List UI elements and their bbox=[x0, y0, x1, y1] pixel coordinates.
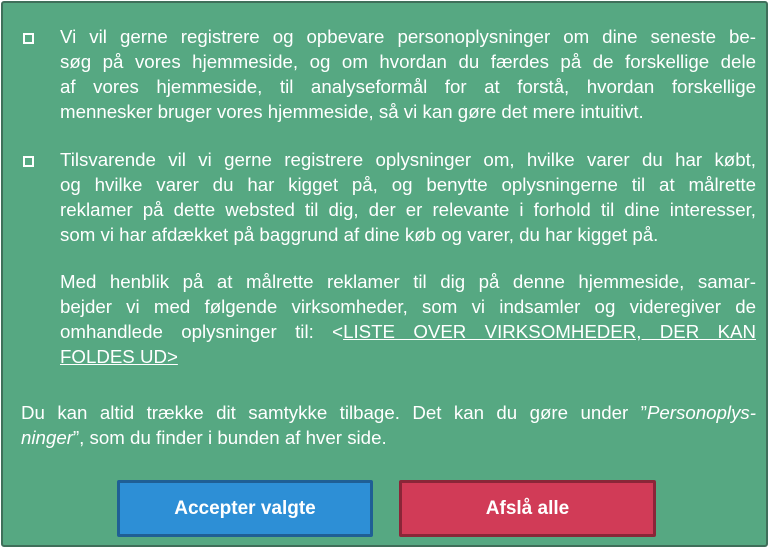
marketing-text-line: og hvilke varer du har kigget på, og benytte oplysningerne til at målrette bbox=[60, 174, 756, 195]
marketing-text-line: reklamer på dette websted til dig, der er relevante i forhold til dine interesser, bbox=[60, 199, 756, 220]
reject-all-button[interactable]: Afslå alle bbox=[399, 480, 656, 537]
withdraw-text-line bbox=[21, 425, 756, 450]
withdraw-text: Du kan altid trække dit samtykke tilbage. Det kan du gøre under ” bbox=[21, 402, 647, 423]
accept-selected-button[interactable]: Accepter valgte bbox=[117, 480, 373, 537]
partners-text-line: Med henblik på at målrette reklamer til dig på denne hjemmeside, samar- bbox=[60, 271, 756, 292]
analytics-text-line: af vores hjemmeside, til analyseformål for at forstå, hvordan forskellige bbox=[60, 76, 756, 97]
partners-list-link[interactable]: FOLDES UD bbox=[60, 346, 167, 367]
partners-text-line: bejder vi med følgende virksomheder, som vi indsamler og videregiver de bbox=[60, 296, 756, 317]
personal-data-reference: ninger bbox=[21, 427, 73, 448]
partners-list-link-end[interactable]: > bbox=[166, 346, 178, 367]
partners-text-line bbox=[60, 344, 756, 369]
partners-list-link[interactable]: LISTE OVER VIRKSOMHEDER, DER KAN bbox=[343, 321, 756, 342]
consent-panel bbox=[1, 1, 768, 547]
withdraw-text-line bbox=[21, 400, 756, 425]
personal-data-reference: Personoplys- bbox=[646, 402, 756, 423]
analytics-text-line: mennesker bruger vores hjemmeside, så vi kan gøre det mere intuitivt. bbox=[60, 101, 644, 122]
marketing-checkbox[interactable] bbox=[23, 156, 34, 167]
partners-text-line bbox=[60, 319, 756, 344]
marketing-text-line: som vi har afdækket på baggrund af dine køb og varer, du har kigget på. bbox=[60, 224, 659, 245]
analytics-text-line: Vi vil gerne registrere og opbevare personoplysninger om dine seneste be- bbox=[60, 26, 756, 47]
analytics-checkbox[interactable] bbox=[23, 33, 34, 44]
analytics-text-line: søg på vores hjemmeside, og om hvordan du færdes på de forskellige dele bbox=[60, 51, 756, 72]
marketing-text-line: Tilsvarende vil vi gerne registrere oplysninger om, hvilke varer du har købt, bbox=[60, 149, 756, 170]
withdraw-text: ”, som du finder i bunden af hver side. bbox=[72, 427, 387, 448]
partners-text: omhandlede oplysninger til: < bbox=[60, 321, 344, 342]
